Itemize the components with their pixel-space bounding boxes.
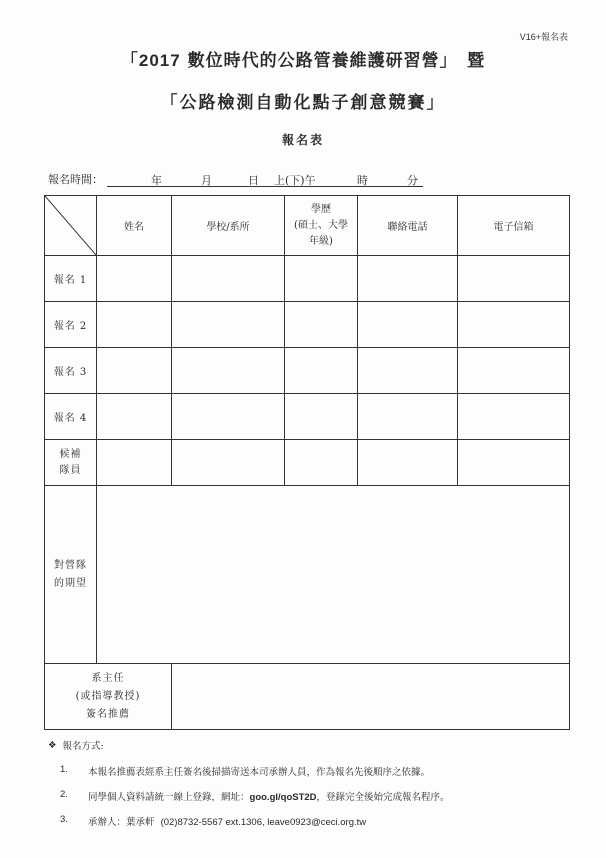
note-number: 3. xyxy=(60,814,68,825)
table-row xyxy=(45,302,570,348)
cell-name[interactable] xyxy=(97,348,172,394)
time-hour: 時 xyxy=(357,174,368,187)
cell-school[interactable] xyxy=(172,302,285,348)
table-row xyxy=(45,394,570,440)
header-education-title: 學歷 xyxy=(311,203,331,215)
cell-name[interactable] xyxy=(97,394,172,440)
alternate-label-2: 隊員 xyxy=(59,464,82,476)
note-item xyxy=(60,764,450,778)
cell-phone[interactable] xyxy=(358,394,458,440)
registration-time-field[interactable] xyxy=(107,172,423,187)
cell-email[interactable] xyxy=(458,302,570,348)
alternate-label-1: 候補 xyxy=(59,448,82,460)
signature-row xyxy=(45,664,570,730)
form-title: 報名表 xyxy=(281,133,324,147)
notes-heading-text: 報名方式: xyxy=(62,741,104,752)
cell-phone[interactable] xyxy=(358,256,458,302)
row-label: 報名 3 xyxy=(45,348,97,394)
time-month: 月 xyxy=(201,174,212,187)
table-row xyxy=(45,440,570,486)
bullet-icon: ❖ xyxy=(48,739,57,751)
header-education-note-1: (碩士、大學 xyxy=(294,219,348,231)
note-text xyxy=(88,814,366,828)
note-text xyxy=(88,789,450,803)
title-year: 2017 xyxy=(138,51,181,70)
time-year: 年 xyxy=(151,174,162,187)
signature-label-1: 系主任 xyxy=(91,672,125,684)
cell-education[interactable] xyxy=(285,256,358,302)
cell-phone[interactable] xyxy=(358,302,458,348)
time-day: 日 xyxy=(248,174,259,187)
header-school: 學校/系所 xyxy=(172,196,285,256)
cell-education[interactable] xyxy=(285,440,358,486)
note-item xyxy=(60,814,450,828)
cell-phone[interactable] xyxy=(358,348,458,394)
expectation-label-2: 的期望 xyxy=(54,577,87,589)
signature-label xyxy=(45,664,172,730)
header-education xyxy=(285,196,358,256)
expectation-label-1: 對營隊 xyxy=(54,559,87,571)
expectation-field[interactable] xyxy=(97,486,570,664)
cell-school[interactable] xyxy=(172,348,285,394)
signature-label-3: 簽名推薦 xyxy=(86,708,130,720)
note-item xyxy=(60,789,450,803)
cell-name[interactable] xyxy=(97,256,172,302)
alternate-row-label xyxy=(45,440,97,486)
header-email: 電子信箱 xyxy=(458,196,570,256)
header-row xyxy=(45,196,570,256)
expectation-row xyxy=(45,486,570,664)
version-tag: V16+報名表 xyxy=(519,32,568,42)
signature-field[interactable] xyxy=(172,664,570,730)
note-number: 2. xyxy=(60,789,68,800)
cell-education[interactable] xyxy=(285,348,358,394)
note-text-pre: 同學個人資料請統一線上登錄，網址： xyxy=(88,792,250,803)
expectation-label xyxy=(45,486,97,664)
note-text-post: ，登錄完全後始完成報名程序。 xyxy=(316,792,450,803)
row-label: 報名 1 xyxy=(45,256,97,302)
registration-table xyxy=(44,195,570,730)
cell-email[interactable] xyxy=(458,394,570,440)
cell-name[interactable] xyxy=(97,440,172,486)
registration-url[interactable]: goo.gl/qoST2D xyxy=(249,792,317,803)
title-line-1-prefix: 「 xyxy=(120,51,139,71)
corner-cell xyxy=(45,196,97,256)
note-number: 1. xyxy=(60,764,68,775)
registration-notes xyxy=(48,738,450,839)
cell-education[interactable] xyxy=(285,302,358,348)
table-row xyxy=(45,256,570,302)
title-line-1 xyxy=(0,46,606,71)
signature-label-2: (或指導教授) xyxy=(75,690,141,702)
header-name: 姓名 xyxy=(97,196,172,256)
row-label: 報名 2 xyxy=(45,302,97,348)
header-education-note-2: 年級) xyxy=(309,235,333,247)
title-line-2: 「公路檢測自動化點子創意競賽」 xyxy=(160,93,446,113)
contact-person: 承辦人：葉承軒 xyxy=(88,817,155,828)
diagonal-line xyxy=(45,196,96,255)
table-row xyxy=(45,348,570,394)
contact-info[interactable]: (02)8732-5567 ext.1306, leave0923@ceci.org.tw xyxy=(160,817,367,828)
cell-email[interactable] xyxy=(458,256,570,302)
note-text: 本報名推薦表經系主任簽名後掃描寄送本司承辦人員，作為報名先後順序之依據。 xyxy=(88,767,431,778)
cell-phone[interactable] xyxy=(358,440,458,486)
title-line-1-rest: 數位時代的公路管養維護研習營」 暨 xyxy=(180,51,486,71)
registration-time-label: 報名時間： xyxy=(48,173,103,186)
row-label: 報名 4 xyxy=(45,394,97,440)
cell-school[interactable] xyxy=(172,256,285,302)
notes-heading xyxy=(48,738,450,752)
header-phone: 聯絡電話 xyxy=(358,196,458,256)
cell-email[interactable] xyxy=(458,440,570,486)
cell-education[interactable] xyxy=(285,394,358,440)
cell-school[interactable] xyxy=(172,394,285,440)
registration-time xyxy=(48,171,423,187)
time-minute: 分 xyxy=(407,174,418,187)
cell-name[interactable] xyxy=(97,302,172,348)
cell-school[interactable] xyxy=(172,440,285,486)
time-ampm: 上(下)午 xyxy=(274,174,316,187)
cell-email[interactable] xyxy=(458,348,570,394)
